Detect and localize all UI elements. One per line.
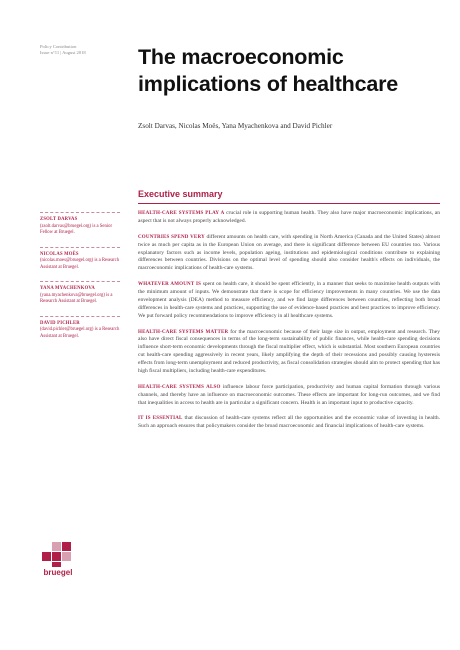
- series-label: Policy Contribution: [40, 44, 77, 49]
- summary-paragraph: [138, 384, 440, 408]
- author-bios: [40, 212, 120, 350]
- paragraph-text: that discussion of health-care systems reflect all the opportunities and the economic value of investing in health. Such an approach ensures that policymakers consider the broad macroeconomic and financial implications of health-care systems.: [138, 415, 440, 430]
- paragraph-lead: WHATEVER AMOUNT IS: [138, 282, 202, 288]
- author-bio: [40, 212, 120, 237]
- paragraph-text: crucial role in supporting human health. They also have major macroeconomic implications, an aspect that is not always properly acknowledged.: [138, 210, 440, 224]
- section-divider: [138, 203, 440, 204]
- paragraph-text: spent on health care, it should be spent efficiently, in a manner that seeks to maximise health outputs with the minimum amount of inputs. We demonstrate that there is scope for efficiency improvements in many countries. We use the data envelopment analysis (DEA) method to measure efficiency, and we find large differences between countries, reflecting both broad differences in health-care systems and practices, supporting the use of evidence-based practices and best practices to improve efficiency. We put forward policy recommendations to improve efficiency in all healthcare systems.: [138, 281, 441, 319]
- author-name: YANA MYACHENKOVA: [40, 286, 95, 291]
- author-bio-text: (nicolas.moes@bruegel.org) is a Research Assistant at Bruegel.: [40, 258, 120, 270]
- summary-paragraph: [138, 210, 440, 226]
- issue-label: Issue n°11 | August 2018: [40, 50, 86, 55]
- paragraph-text: influence labour force participation, productivity and human capital formation through various channels, and thereby have an influence on macroeconomic outcomes. These effects are important for long-run outcomes, and we find that inequalities in access to health are in particular a significant concern. Health is an important input to productive capacity.: [138, 383, 441, 406]
- author-bio-text: (yana.myachenkova@bruegel.org) is a Research Assistant at Bruegel.: [40, 292, 113, 304]
- author-bio: [40, 247, 120, 272]
- series-info: [40, 44, 120, 56]
- paragraph-lead: IT IS ESSENTIAL: [138, 416, 183, 422]
- logo-wordmark: bruegel: [43, 568, 73, 577]
- authors-line: Zsolt Darvas, Nicolas Moës, Yana Myachenkova and David Pichler: [138, 122, 333, 130]
- summary-body: [138, 210, 440, 439]
- author-name: DAVID PICHLER: [40, 320, 80, 326]
- summary-paragraph: [138, 329, 440, 376]
- author-bio: [40, 316, 120, 341]
- summary-paragraph: [138, 415, 440, 431]
- paragraph-lead: HEALTH-CARE SYSTEMS MATTER: [138, 329, 229, 335]
- author-bio: [40, 281, 120, 306]
- summary-paragraph: [138, 281, 440, 321]
- author-bio-text: (zsolt.darvas@bruegel.org) is a Senior Fellow at Bruegel.: [40, 223, 113, 235]
- author-name: ZSOLT DARVAS: [40, 217, 78, 222]
- page-title: The macroeconomic implications of healthcare: [138, 45, 399, 96]
- author-bio-text: (david.pichler@bruegel.org) is a Research Assistant at Bruegel.: [40, 327, 120, 339]
- paragraph-lead: COUNTRIES SPEND VERY: [138, 234, 205, 240]
- paragraph-text: for the macroeconomic because of their large size in output, employment and research. They also have direct fiscal consequences in terms of the long-term sustainability of public finances, while health-care spending decisions influence short-term economic developments through the fiscal multiplier effect, which is substantial. Most southern European countries cut health-care spending aggressively in recent years, likely amplifying the depth of their recessions and possibly causing hysteresis effects from long-term unemployment and reduced productivity, as fiscal consolidation strategies should aim to protect spending that has high fiscal multipliers, including health-care expenditures.: [138, 328, 440, 375]
- paragraph-lead: HEALTH-CARE SYSTEMS PLAY A: [138, 211, 225, 216]
- section-heading: Executive summary: [138, 189, 223, 199]
- paragraph-lead: HEALTH-CARE SYSTEMS ALSO: [138, 384, 221, 390]
- paragraph-text: different amounts on health care, with spending in North America (Canada and the United States) almost twice as much per capita as in the European Union on average, and there is significant difference between EU countries too. Various explanatory factors such as income levels, population ageing, institutions and epidemiological conditions contribute to explaining differences between countries. Divisions on the optimal level of spending should also consider health's effects on individuals, the macroeconomic implications of health-care systems.: [138, 233, 440, 272]
- author-name: NICOLAS MOËS: [40, 251, 79, 257]
- summary-paragraph: [138, 234, 440, 274]
